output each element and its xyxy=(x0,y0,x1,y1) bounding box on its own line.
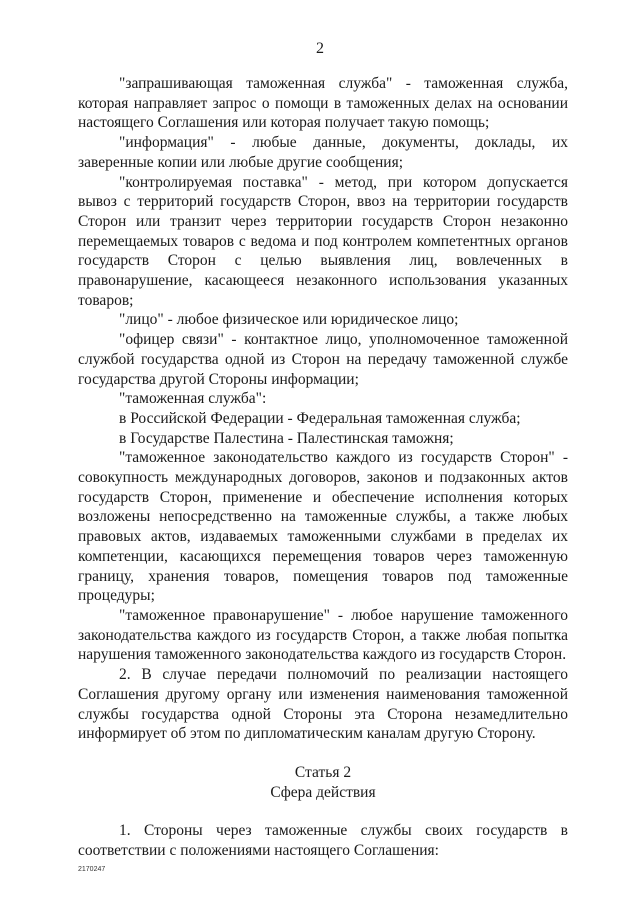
customs-service-palestine: в Государстве Палестина - Палестинская таможня; xyxy=(119,429,454,447)
page-number: 2 xyxy=(316,40,324,57)
definition-person: "лицо" - любое физическое или юридическое лицо; xyxy=(119,311,459,329)
document-code: 2170247 xyxy=(78,866,106,873)
definition-requesting-customs: "запрашивающая таможенная служба" - таможенная служба, которая направляет запрос о помощи в таможенных делах на основании настоящего Соглашения или которая получает такую помощь; xyxy=(78,75,568,132)
document-body xyxy=(78,74,568,861)
clause-2-transfer-of-powers: 2. В случае передачи полномочий по реализации настоящего Соглашения другому органу или изменения наименования таможенной службы государства одной Стороны эта Сторона незамедлительно информирует об этом по дипломатическим каналам другую Сторону. xyxy=(78,666,568,743)
spacer xyxy=(78,802,568,821)
definition-customs-offence: "таможенное правонарушение" - любое нарушение таможенного законодательства каждого из государств Сторон, а также любая попытка нарушения таможенного законодательства каждого из государств Сторон. xyxy=(78,606,568,664)
article-number: Статья 2 xyxy=(294,763,352,781)
definition-liaison-officer: "офицер связи" - контактное лицо, уполномоченное таможенной службой государства одной из Сторон на передачу таможенной службе государства другой Стороны информации; xyxy=(78,331,568,388)
article-title: Сфера действия xyxy=(270,783,376,801)
customs-service-russia: в Российской Федерации - Федеральная таможенная служба; xyxy=(119,409,521,427)
definition-controlled-delivery: "контролируемая поставка" - метод, при котором допускается вывоз с территорий государств Сторон, ввоз на территории государств Сторон или транзит через территории государств Сторон незаконно перемещаемых товаров с ведома и под контролем компетентных органов государств Сторон с целью выявления лиц, вовлеченных в правонарушение, касающееся незаконного использования указанных товаров; xyxy=(78,173,568,309)
article-2-clause-1: 1. Стороны через таможенные службы своих государств в соответствии с положениями настоящего Соглашения: xyxy=(78,822,568,860)
definition-customs-legislation: "таможенное законодательство каждого из государств Сторон" - совокупность международных договоров, законов и подзаконных актов государств Сторон, применение и обеспечение исполнения которых возложены непосредственно на таможенные службы, а также любых правовых актов, издаваемых таможенными службами в пределах их компетенции, касающихся перемещения товаров через таможенную границу, хранения товаров, помещения товаров под таможенные процедуры; xyxy=(78,449,568,605)
definition-information: "информация" - любые данные, документы, доклады, их заверенные копии или любые другие сообщения; xyxy=(78,134,568,171)
definition-customs-service: "таможенная служба": xyxy=(119,390,267,408)
